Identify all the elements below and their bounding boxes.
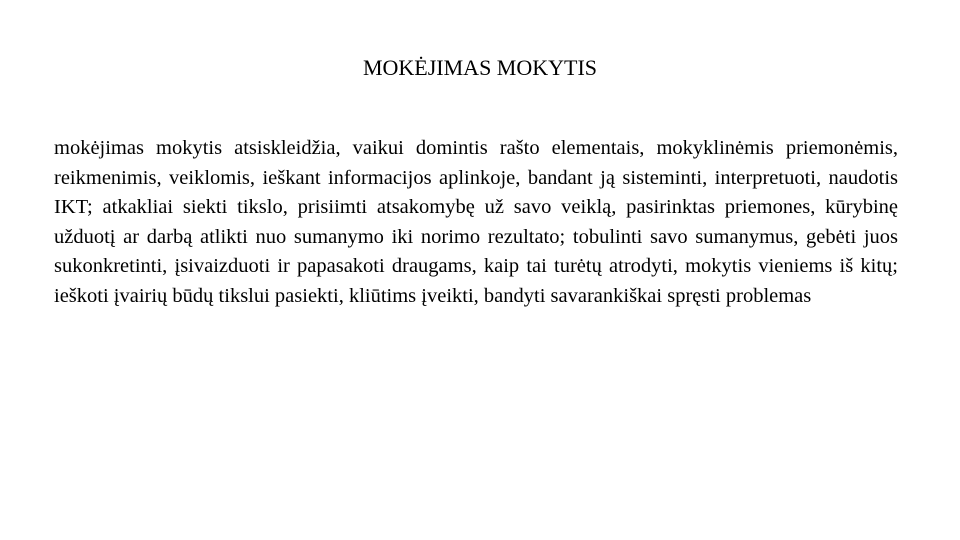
slide-title: MOKĖJIMAS MOKYTIS bbox=[362, 55, 598, 80]
slide-body-text: mokėjimas mokytis atsiskleidžia, vaikui domintis rašto elementais, mokyklinėmis priemonėmis, reikmenimis, veiklomis, ieškant informacijos aplinkoje, bandant ją sisteminti, interpretuoti, naudotis IKT; atkakliai siekti tikslo, prisiimti atsakomybę už savo veiklą, pasirinktas priemones, kūrybinę užduotį ar darbą atlikti nuo sumanymo iki norimo rezultato; tobulinti savo sumanymus, gebėti juos sukonkretinti, įsivaizduoti ir papasakoti draugams, kaip tai turėtų atrodyti, mokytis vieniems iš kitų; ieškoti įvairių būdų tikslui pasiekti, kliūtims įveikti, bandyti savarankiškai spręsti problemas bbox=[54, 137, 898, 307]
